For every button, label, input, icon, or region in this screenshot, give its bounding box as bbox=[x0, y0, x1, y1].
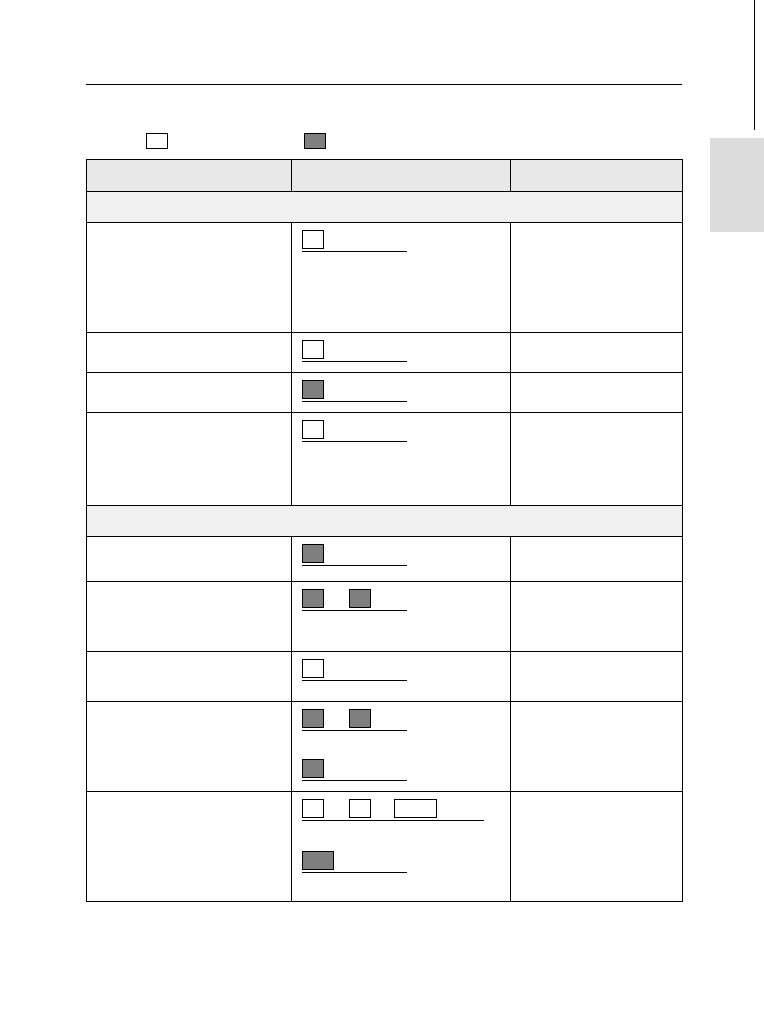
white-indicator bbox=[302, 659, 324, 678]
indicator-group bbox=[302, 544, 407, 566]
indicator-cell bbox=[292, 792, 511, 902]
gray-indicator bbox=[302, 759, 324, 778]
header-cell bbox=[87, 160, 292, 192]
header-cell bbox=[511, 160, 683, 192]
table-cell bbox=[87, 652, 292, 702]
indicator-underline bbox=[302, 780, 407, 781]
white-indicator bbox=[302, 420, 324, 439]
white-indicator bbox=[302, 340, 324, 359]
table-cell bbox=[511, 702, 683, 792]
indicator-underline bbox=[302, 872, 407, 873]
side-chapter-tab bbox=[710, 138, 764, 232]
table-row bbox=[87, 792, 683, 902]
indicator-cell bbox=[292, 223, 511, 333]
white-indicator bbox=[302, 799, 324, 818]
indicator-group bbox=[302, 759, 407, 781]
indicator-group bbox=[302, 709, 407, 731]
table-cell bbox=[511, 792, 683, 902]
white-indicator-wide bbox=[394, 799, 437, 818]
indicator-group bbox=[302, 420, 407, 442]
table-row bbox=[87, 582, 683, 652]
indicator-underline bbox=[302, 680, 407, 681]
indicator-underline bbox=[302, 730, 407, 731]
indicator-group bbox=[302, 340, 407, 362]
indicator-group bbox=[302, 799, 484, 821]
header-rule bbox=[86, 84, 682, 85]
legend-white-box bbox=[146, 133, 168, 149]
gray-indicator bbox=[302, 589, 324, 608]
table-cell bbox=[511, 413, 683, 506]
indicator-cell bbox=[292, 413, 511, 506]
indicator-group bbox=[302, 659, 407, 681]
indicator-underline bbox=[302, 251, 407, 252]
table-row bbox=[87, 373, 683, 413]
table-row bbox=[87, 702, 683, 792]
indicator-cell bbox=[292, 582, 511, 652]
section-cell bbox=[87, 506, 683, 537]
table-row bbox=[87, 413, 683, 506]
table-cell bbox=[87, 223, 292, 333]
section-row bbox=[87, 192, 683, 223]
table-cell bbox=[511, 223, 683, 333]
legend-gray-box bbox=[304, 133, 326, 149]
table-cell bbox=[87, 333, 292, 373]
indicator-cell bbox=[292, 333, 511, 373]
table-row bbox=[87, 652, 683, 702]
indicator-underline bbox=[302, 610, 407, 611]
gray-indicator-wide bbox=[302, 851, 334, 870]
table-cell bbox=[87, 792, 292, 902]
table-row bbox=[87, 223, 683, 333]
table-cell bbox=[511, 652, 683, 702]
indicator-group bbox=[302, 589, 407, 611]
table-cell bbox=[511, 582, 683, 652]
table-cell bbox=[87, 373, 292, 413]
indicator-cell bbox=[292, 652, 511, 702]
table-row bbox=[87, 333, 683, 373]
table-cell bbox=[87, 413, 292, 506]
indicator-underline bbox=[302, 401, 407, 402]
indicator-group bbox=[302, 230, 407, 252]
indicator-group bbox=[302, 851, 407, 873]
white-indicator bbox=[349, 799, 371, 818]
table-cell bbox=[87, 537, 292, 582]
indicator-cell bbox=[292, 537, 511, 582]
settings-table bbox=[86, 159, 683, 902]
gray-indicator bbox=[302, 380, 324, 399]
indicator-underline bbox=[302, 820, 484, 821]
gray-indicator bbox=[349, 709, 371, 728]
table-cell bbox=[87, 582, 292, 652]
table-cell bbox=[511, 373, 683, 413]
table-header-row bbox=[87, 160, 683, 192]
header-cell bbox=[292, 160, 511, 192]
table-cell bbox=[87, 702, 292, 792]
gray-indicator bbox=[302, 544, 324, 563]
indicator-underline bbox=[302, 565, 407, 566]
gray-indicator bbox=[349, 589, 371, 608]
indicator-underline bbox=[302, 441, 407, 442]
section-cell bbox=[87, 192, 683, 223]
gray-indicator bbox=[302, 709, 324, 728]
page-edge-line bbox=[754, 0, 755, 130]
indicator-underline bbox=[302, 361, 407, 362]
section-row bbox=[87, 506, 683, 537]
indicator-cell bbox=[292, 702, 511, 792]
indicator-group bbox=[302, 380, 407, 402]
table-cell bbox=[511, 537, 683, 582]
table-cell bbox=[511, 333, 683, 373]
indicator-cell bbox=[292, 373, 511, 413]
table-row bbox=[87, 537, 683, 582]
white-indicator bbox=[302, 230, 324, 249]
